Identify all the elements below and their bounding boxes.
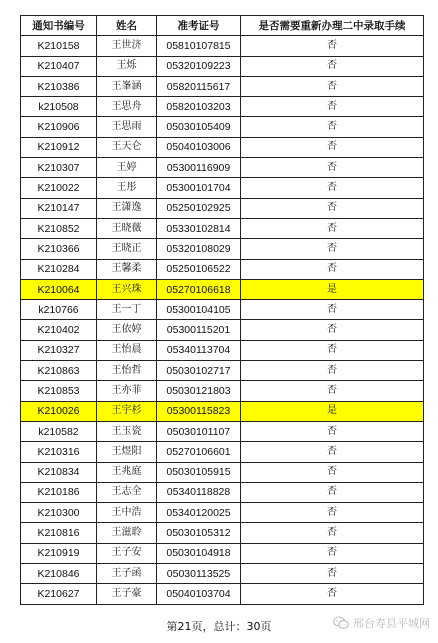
- table-row: [21, 300, 424, 320]
- cell-notice-no: K210834: [21, 462, 97, 482]
- cell-name: 王馨柔: [97, 259, 157, 279]
- table-row: [21, 178, 424, 198]
- cell-notice-no: K210846: [21, 564, 97, 584]
- cell-redo: 否: [241, 300, 424, 320]
- cell-exam-no: 05040103006: [157, 137, 241, 157]
- cell-exam-no: 05030104918: [157, 543, 241, 563]
- cell-redo: 否: [241, 462, 424, 482]
- cell-notice-no: k210582: [21, 421, 97, 441]
- cell-exam-no: 05340120025: [157, 503, 241, 523]
- header-exam-no: 准考证号: [157, 16, 241, 36]
- cell-notice-no: K210906: [21, 117, 97, 137]
- cell-exam-no: 05810107815: [157, 36, 241, 56]
- cell-name: 王子豪: [97, 584, 157, 604]
- cell-notice-no: K210147: [21, 198, 97, 218]
- cell-name: 王晓正: [97, 239, 157, 259]
- cell-notice-no: K210327: [21, 340, 97, 360]
- table-body: [21, 36, 424, 604]
- cell-exam-no: 05300115823: [157, 401, 241, 421]
- table-row: [21, 56, 424, 76]
- cell-name: 王世济: [97, 36, 157, 56]
- cell-redo: 否: [241, 76, 424, 96]
- wechat-icon: [333, 616, 349, 630]
- cell-exam-no: 05300104105: [157, 300, 241, 320]
- page-footer: 第21页，总计：30页: [166, 620, 272, 633]
- cell-exam-no: 05030102717: [157, 361, 241, 381]
- cell-redo: 否: [241, 320, 424, 340]
- cell-redo: 否: [241, 56, 424, 76]
- cell-redo: 否: [241, 137, 424, 157]
- table-row: [21, 503, 424, 523]
- cell-name: 王子函: [97, 564, 157, 584]
- cell-redo: 否: [241, 523, 424, 543]
- cell-exam-no: 05270106601: [157, 442, 241, 462]
- admission-table: [20, 15, 424, 605]
- table-row: [21, 340, 424, 360]
- cell-name: 王晓薇: [97, 218, 157, 238]
- cell-exam-no: 05320108029: [157, 239, 241, 259]
- table-row: [21, 584, 424, 604]
- cell-redo: 否: [241, 36, 424, 56]
- cell-notice-no: K210852: [21, 218, 97, 238]
- cell-name: 王煜阳: [97, 442, 157, 462]
- cell-name: 王婷: [97, 158, 157, 178]
- cell-exam-no: 05820103203: [157, 97, 241, 117]
- cell-exam-no: 05040103704: [157, 584, 241, 604]
- cell-name: 王思雨: [97, 117, 157, 137]
- cell-notice-no: K210366: [21, 239, 97, 259]
- cell-notice-no: K210158: [21, 36, 97, 56]
- cell-name: 王依婷: [97, 320, 157, 340]
- cell-notice-no: K210022: [21, 178, 97, 198]
- admission-sheet: [20, 15, 423, 605]
- cell-name: 王志全: [97, 482, 157, 502]
- cell-notice-no: K210064: [21, 279, 97, 299]
- cell-redo: 否: [241, 117, 424, 137]
- cell-exam-no: 05340113704: [157, 340, 241, 360]
- table-row: [21, 442, 424, 462]
- table-row: [21, 523, 424, 543]
- header-notice-no: 通知书编号: [21, 16, 97, 36]
- table-row: [21, 259, 424, 279]
- cell-redo: 否: [241, 340, 424, 360]
- cell-redo: 否: [241, 543, 424, 563]
- cell-redo: 否: [241, 503, 424, 523]
- cell-redo: 否: [241, 381, 424, 401]
- cell-notice-no: k210766: [21, 300, 97, 320]
- cell-name: 王宇杉: [97, 401, 157, 421]
- cell-notice-no: K210026: [21, 401, 97, 421]
- cell-exam-no: 05030121803: [157, 381, 241, 401]
- cell-notice-no: K210816: [21, 523, 97, 543]
- table-row: [21, 381, 424, 401]
- cell-redo: 否: [241, 218, 424, 238]
- cell-redo: 否: [241, 158, 424, 178]
- cell-name: 王怡哲: [97, 361, 157, 381]
- table-row: [21, 117, 424, 137]
- cell-name: 王滋聆: [97, 523, 157, 543]
- cell-notice-no: K210627: [21, 584, 97, 604]
- cell-exam-no: 05340118828: [157, 482, 241, 502]
- cell-name: 王兆庭: [97, 462, 157, 482]
- cell-name: 王彤: [97, 178, 157, 198]
- cell-notice-no: K210919: [21, 543, 97, 563]
- cell-notice-no: K210402: [21, 320, 97, 340]
- cell-notice-no: K210912: [21, 137, 97, 157]
- table-row: [21, 239, 424, 259]
- cell-notice-no: K210863: [21, 361, 97, 381]
- cell-redo: 否: [241, 259, 424, 279]
- cell-notice-no: K210186: [21, 482, 97, 502]
- cell-exam-no: 05030105915: [157, 462, 241, 482]
- cell-redo: 否: [241, 482, 424, 502]
- cell-exam-no: 05250106522: [157, 259, 241, 279]
- table-row: [21, 36, 424, 56]
- cell-redo: 否: [241, 442, 424, 462]
- cell-notice-no: K210386: [21, 76, 97, 96]
- cell-name: 王怡晨: [97, 340, 157, 360]
- table-row: [21, 279, 424, 299]
- table-row: [21, 462, 424, 482]
- header-redo-procedure: 是否需要重新办理二中录取手续: [241, 16, 424, 36]
- watermark: [333, 615, 430, 631]
- table-row: [21, 564, 424, 584]
- cell-exam-no: 05030113525: [157, 564, 241, 584]
- cell-name: 王烁: [97, 56, 157, 76]
- cell-name: 王天仑: [97, 137, 157, 157]
- cell-redo: 否: [241, 239, 424, 259]
- cell-exam-no: 05030105409: [157, 117, 241, 137]
- watermark-text: 邢台寿县平城网: [353, 617, 430, 630]
- table-row: [21, 97, 424, 117]
- cell-exam-no: 05330102814: [157, 218, 241, 238]
- cell-redo: 是: [241, 401, 424, 421]
- cell-name: 王子安: [97, 543, 157, 563]
- cell-redo: 否: [241, 421, 424, 441]
- table-row: [21, 198, 424, 218]
- cell-name: 王亦菲: [97, 381, 157, 401]
- cell-exam-no: 05820115617: [157, 76, 241, 96]
- cell-redo: 否: [241, 564, 424, 584]
- cell-redo: 否: [241, 361, 424, 381]
- cell-redo: 否: [241, 97, 424, 117]
- cell-name: 王玉瓷: [97, 421, 157, 441]
- cell-redo: 否: [241, 178, 424, 198]
- cell-name: 王思舟: [97, 97, 157, 117]
- cell-name: 王一丁: [97, 300, 157, 320]
- table-row: [21, 543, 424, 563]
- cell-exam-no: 05300101704: [157, 178, 241, 198]
- table-row: [21, 218, 424, 238]
- table-row: [21, 76, 424, 96]
- table-row: [21, 421, 424, 441]
- cell-notice-no: k210508: [21, 97, 97, 117]
- cell-notice-no: K210407: [21, 56, 97, 76]
- cell-redo: 是: [241, 279, 424, 299]
- cell-exam-no: 05270106618: [157, 279, 241, 299]
- cell-redo: 否: [241, 584, 424, 604]
- cell-exam-no: 05030101107: [157, 421, 241, 441]
- cell-notice-no: K210284: [21, 259, 97, 279]
- table-row: [21, 137, 424, 157]
- cell-notice-no: K210307: [21, 158, 97, 178]
- table-row: [21, 158, 424, 178]
- cell-notice-no: K210853: [21, 381, 97, 401]
- cell-name: 王兴珠: [97, 279, 157, 299]
- table-row: [21, 361, 424, 381]
- cell-name: 王潇逸: [97, 198, 157, 218]
- cell-exam-no: 05320109223: [157, 56, 241, 76]
- table-header-row: [21, 16, 424, 36]
- cell-redo: 否: [241, 198, 424, 218]
- cell-exam-no: 05250102925: [157, 198, 241, 218]
- cell-exam-no: 05300116909: [157, 158, 241, 178]
- cell-name: 王峯涵: [97, 76, 157, 96]
- table-row: [21, 482, 424, 502]
- cell-notice-no: K210316: [21, 442, 97, 462]
- cell-exam-no: 05300115201: [157, 320, 241, 340]
- table-row: [21, 320, 424, 340]
- cell-exam-no: 05030105312: [157, 523, 241, 543]
- table-row: [21, 401, 424, 421]
- header-name: 姓名: [97, 16, 157, 36]
- cell-notice-no: K210300: [21, 503, 97, 523]
- cell-name: 王中浩: [97, 503, 157, 523]
